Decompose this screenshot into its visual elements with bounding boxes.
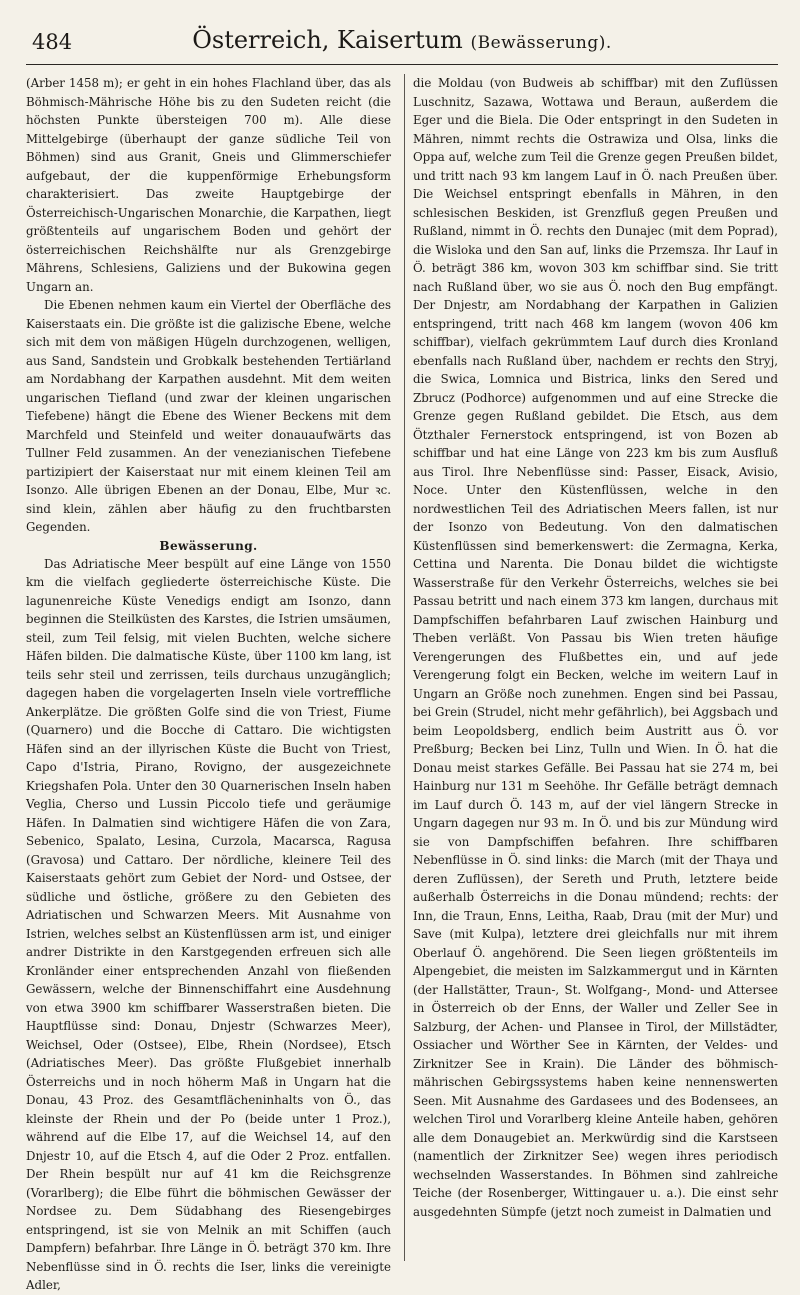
running-head <box>26 26 778 54</box>
right-column <box>411 74 778 1261</box>
paragraph: Die Ebenen nehmen kaum ein Viertel der Oberfläche des Kaiserstaats ein. Die größte ist die galizische Ebene, welche sich mit dem von mäßigen Hügeln durchzogenen, welligen, aus Sand, Sandstein und Grobkalk bestehenden Tertiärland am Nordabhang der Karpathen ausdehnt. Mit dem weiten ungarischen Tiefland (und zwar der kleinen ungarischen Tiefebene) hängt die Ebene des Wiener Beckens mit dem Marchfeld und Steinfeld und weiter donauaufwärts das Tullner Feld zusammen. An der venezianischen Tiefebene partizipiert der Kaiserstaat nur mit einem kleinen Teil am Isonzo. Alle übrigen Ebenen an der Donau, Elbe, Mur ꝛc. sind klein, zählen aber häufig zu den fruchtbarsten Gegenden. <box>26 298 391 534</box>
section-heading: Bewässerung. <box>159 538 258 553</box>
running-head-title: Österreich, Kaisertum <box>192 26 463 54</box>
paragraph: Das Adriatische Meer bespült auf eine Länge von 1550 km die vielfach gegliederte österreichische Küste. Die lagunenreiche Küste Venedigs endigt am Isonzo, dann beginnen die Steilküsten des Karstes, die Istrien umsäumen, steil, zum Teil felsig, mit vielen Buchten, welche sichere Häfen bilden. Die dalmatische Küste, über 1100 km lang, ist teils sehr steil und zerrissen, teils durchaus unzugänglich; dagegen haben die vorgelagerten Inseln viele vortreffliche Ankerplätze. Die größten Golfe sind die von Triest, Fiume (Quarnero) und die Bocche di Cattaro. Die wichtigsten Häfen sind an der illyrischen Küste die Bucht von Triest, Capo d'Istria, Pirano, Rovigno, der ausgezeichnete Kriegshafen Pola. Unter den 30 Quarnerischen Inseln haben Veglia, Cherso und Lussin Piccolo tiefe und geräumige Häfen. In Dalmatien sind wichtigere Häfen die von Zara, Sebenico, Spalato, Lesina, Curzola, Macarsca, Ragusa (Gravosa) und Cattaro. Der nördliche, kleinere Teil des Kaiserstaats gehört zum Gebiet der Nord- und Ostsee, der südliche und östliche, größere zu den Gebieten des Adriatischen und Schwarzen Meers. Mit Ausnahme von Istrien, welches selbst an Küstenflüssen arm ist, und einiger andrer Distrikte in den Karstgegenden erfreuen sich alle Kronländer einer entsprechenden Anzahl von fließenden Gewässern, welche der Binnenschiffahrt eine Ausdehnung von etwa 3900 km schiffbarer Wasserstraßen bieten. Die Hauptflüsse sind: Donau, Dnjestr (Schwarzes Meer), Weichsel, Oder (Ostsee), Elbe, Rhein (Nordsee), Etsch (Adriatisches Meer). Das größte Flußgebiet innerhalb Österreichs und in noch höherm Maß in Ungarn hat die Donau, 43 Proz. des Gesamtflächeninhalts von Ö., das kleinste der Rhein und der Po (beide unter 1 Proz.), während auf die Elbe 17, auf die Weichsel 14, auf den Dnjestr 10, auf die Etsch 4, auf die Oder 2 Proz. entfallen. Der Rhein bespült nur auf 41 km die Reichsgrenze (Vorarlberg); die Elbe führt die böhmischen Gewässer der Nordsee zu. Dem Südabhang des Riesengebirges entspringend, ist sie von Melnik an mit Schiffen (auch Dampfern) befahrbar. Ihre Länge in Ö. beträgt 370 km. Ihre Nebenflüsse sind in Ö. rechts die Iser, links die vereinigte Adler, <box>26 556 391 1292</box>
page-header <box>26 20 778 65</box>
left-column <box>26 74 393 1292</box>
paragraph: die Moldau (von Budweis ab schiffbar) mit den Zuflüssen Luschnitz, Sazawa, Wottawa und Beraun, außerdem die Eger und die Biela. Die Oder entspringt in den Sudeten in Mähren, nimmt rechts die Ostrawiza und Olsa, links die Oppa auf, welche zum Teil die Grenze gegen Preußen bildet, und tritt nach 93 km langem Lauf in Ö. nach Preußen über. Die Weichsel entspringt ebenfalls in Mähren, in den schlesischen Beskiden, ist Grenzfluß gegen Preußen und Rußland, nimmt in Ö. rechts den Dunajec (mit dem Poprad), die Wisloka und den San auf, links die Przemsza. Ihr Lauf in Ö. beträgt 386 km, wovon 303 km schiffbar sind. Sie tritt nach Rußland über, wo sie aus Ö. noch den Bug empfängt. Der Dnjestr, am Nordabhang der Karpathen in Galizien entspringend, tritt nach 468 km langem (wovon 406 km schiffbar), vielfach gekrümmtem Lauf durch dies Kronland ebenfalls nach Rußland über, nachdem er rechts den Stryj, die Swica, Lomnica und Bistrica, links den Sered und Zbrucz (Podhorce) aufgenommen und auf eine Strecke die Grenze gegen Rußland gebildet. Die Etsch, aus dem Ötzthaler Fernerstock entspringend, ist von Bozen ab schiffbar und hat eine Länge von 223 km bis zum Ausfluß aus Tirol. Ihre Nebenflüsse sind: Passer, Eisack, Avisio, Noce. Unter den Küstenflüssen, welche in den nordwestlichen Teil des Adriatischen Meers fallen, ist nur der Isonzo von Bedeutung. Von den dalmatischen Küstenflüssen sind bemerkenswert: die Zermagna, Kerka, Cettina und Narenta. Die Donau bildet die wichtigste Wasserstraße für den Verkehr Österreichs, welches sie bei Passau betritt und nach einem 373 km langen, durchaus mit Dampfschiffen befahrbaren Lauf zwischen Hainburg und Theben verläßt. Von Passau bis Wien treten häufige Verengerungen des Flußbettes ein, und auf jede Verengerung folgt ein Becken, welche im weitern Lauf in Ungarn an Größe noch zunehmen. Engen sind bei Passau, bei Grein (Strudel, nicht mehr gefährlich), bei Aggsbach und beim Leopoldsberg, endlich beim Austritt aus Ö. vor Preßburg; Becken bei Linz, Tulln und Wien. In Ö. hat die Donau meist starkes Gefälle. Bei Passau hat sie 274 m, bei Hainburg nur 131 m Seehöhe. Ihr Gefälle beträgt demnach im Lauf durch Ö. 143 m, auf der viel längern Strecke in Ungarn dagegen nur 93 m. In Ö. und bis zur Mündung wird sie von Dampfschiffen befahren. Ihre schiffbaren Nebenflüsse in Ö. sind links: die March (mit der Thaya und deren Zuflüssen), der Sereth und Pruth, letztere beide außerhalb Österreichs in die Donau mündend; rechts: der Inn, die Traun, Enns, Leitha, Raab, Drau (mit der Mur) und Save (mit Kulpa), letztere drei gleichfalls nur mit ihrem Oberlauf Ö. angehörend. Die Seen liegen größtenteils im Alpengebiet, die meisten im Salzkammergut und in Kärnten (der Hallstätter, Traun-, St. Wolfgang-, Mond- und Attersee in Österreich ob der Enns, der Waller und Zeller See in Salzburg, der Achen- und Plansee in Tirol, der Millstädter, Ossiacher und Wörther See in Kärnten, der Veldes- und Zirknitzer See in Krain). Die Länder des böhmisch-mährischen Gebirgssystems haben keine nennenswerten Seen. Mit Ausnahme des Gardasees und des Bodensees, an welchen Tirol und Vorarlberg kleine Anteile haben, gehören alle dem Donaugebiet an. Merkwürdig sind die Karstseen (namentlich der Zirknitzer See) wegen ihres periodisch wechselnden Wasserstandes. In Böhmen sind zahlreiche Teiche (der Rosenberger, Wittingauer u. a.). Die einst sehr ausgedehnten Sümpfe (jetzt noch zumeist in Dalmatien und <box>413 76 778 1219</box>
page-number: 484 <box>32 30 73 54</box>
text-columns <box>26 74 778 1292</box>
paragraph: (Arber 1458 m); er geht in ein hohes Flachland über, das als Böhmisch-Mährische Höhe bis zu den Sudeten reicht (die höchsten Punkte übersteigen 700 m). Alle diese Mittelgebirge (überhaupt der ganze südliche Teil von Böhmen) sind aus Granit, Gneis und Glimmerschiefer aufgebaut, der die kuppenförmige Erhebungsform charakterisiert. Das zweite Hauptgebirge der Österreichisch-Ungarischen Monarchie, die Karpathen, liegt größtenteils auf ungarischem Boden und gehört der österreichischen Reichshälfte nur als Grenzgebirge Mährens, Schlesiens, Galiziens und der Bukowina gegen Ungarn an. <box>26 76 391 294</box>
running-head-subtitle: (Bewässerung). <box>470 33 612 53</box>
